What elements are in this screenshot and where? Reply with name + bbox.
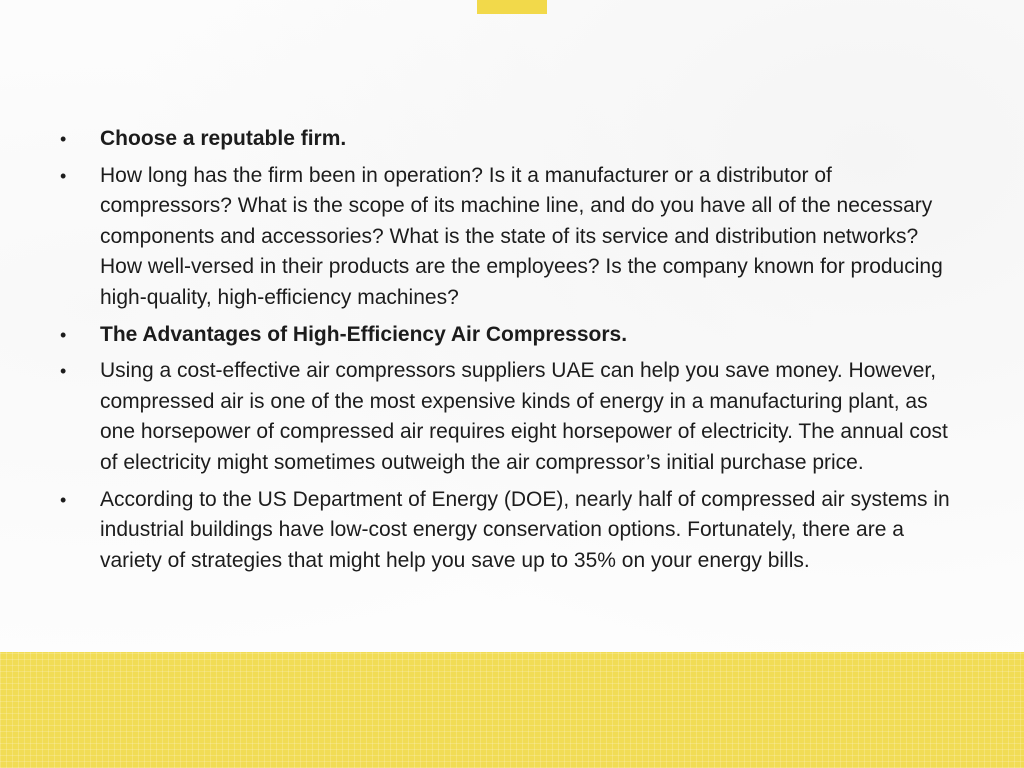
bullet-text: How long has the firm been in operation? Is it a manufacturer or a distributor of compressors? What is the scope of its machine line, and do you have all of the necessary components and accessories? What is the state of its service and distribution networks? How well-versed in their products are the employees? Is the company known for producing high-quality, high-efficiency machines? [100,163,943,309]
bullet-heading: Choose a reputable firm. [100,127,347,150]
bullet-dot-icon: • [60,489,67,510]
bullet-item [0,485,1024,577]
bullet-item [0,356,1024,478]
bullet-dot-icon: • [60,324,67,345]
bullet-item [0,124,1024,155]
bullet-item [0,161,1024,314]
top-accent-bar [477,0,547,14]
bullet-dot-icon: • [60,165,67,186]
bullet-dot-icon: • [60,361,67,382]
bullet-dot-icon: • [60,129,67,149]
bullet-item [0,320,1024,351]
bullet-text: Using a cost-effective air compressors suppliers UAE can help you save money. However, compressed air is one of the most expensive kinds of energy in a manufacturing plant, as one horsepower of compressed air requires eight horsepower of electricity. The annual cost of electricity might sometimes outweigh the air compressor’s initial purchase price. [100,359,948,474]
bottom-decorative-band [0,652,1024,768]
bullet-text: According to the US Department of Energy (DOE), nearly half of compressed air systems in industrial buildings have low-cost energy conservation options. Fortunately, there are a variety of strategies that might help you save up to 35% on your energy bills. [100,487,950,572]
bullet-list [0,124,1024,582]
bullet-heading: The Advantages of High-Efficiency Air Compressors. [100,322,628,346]
